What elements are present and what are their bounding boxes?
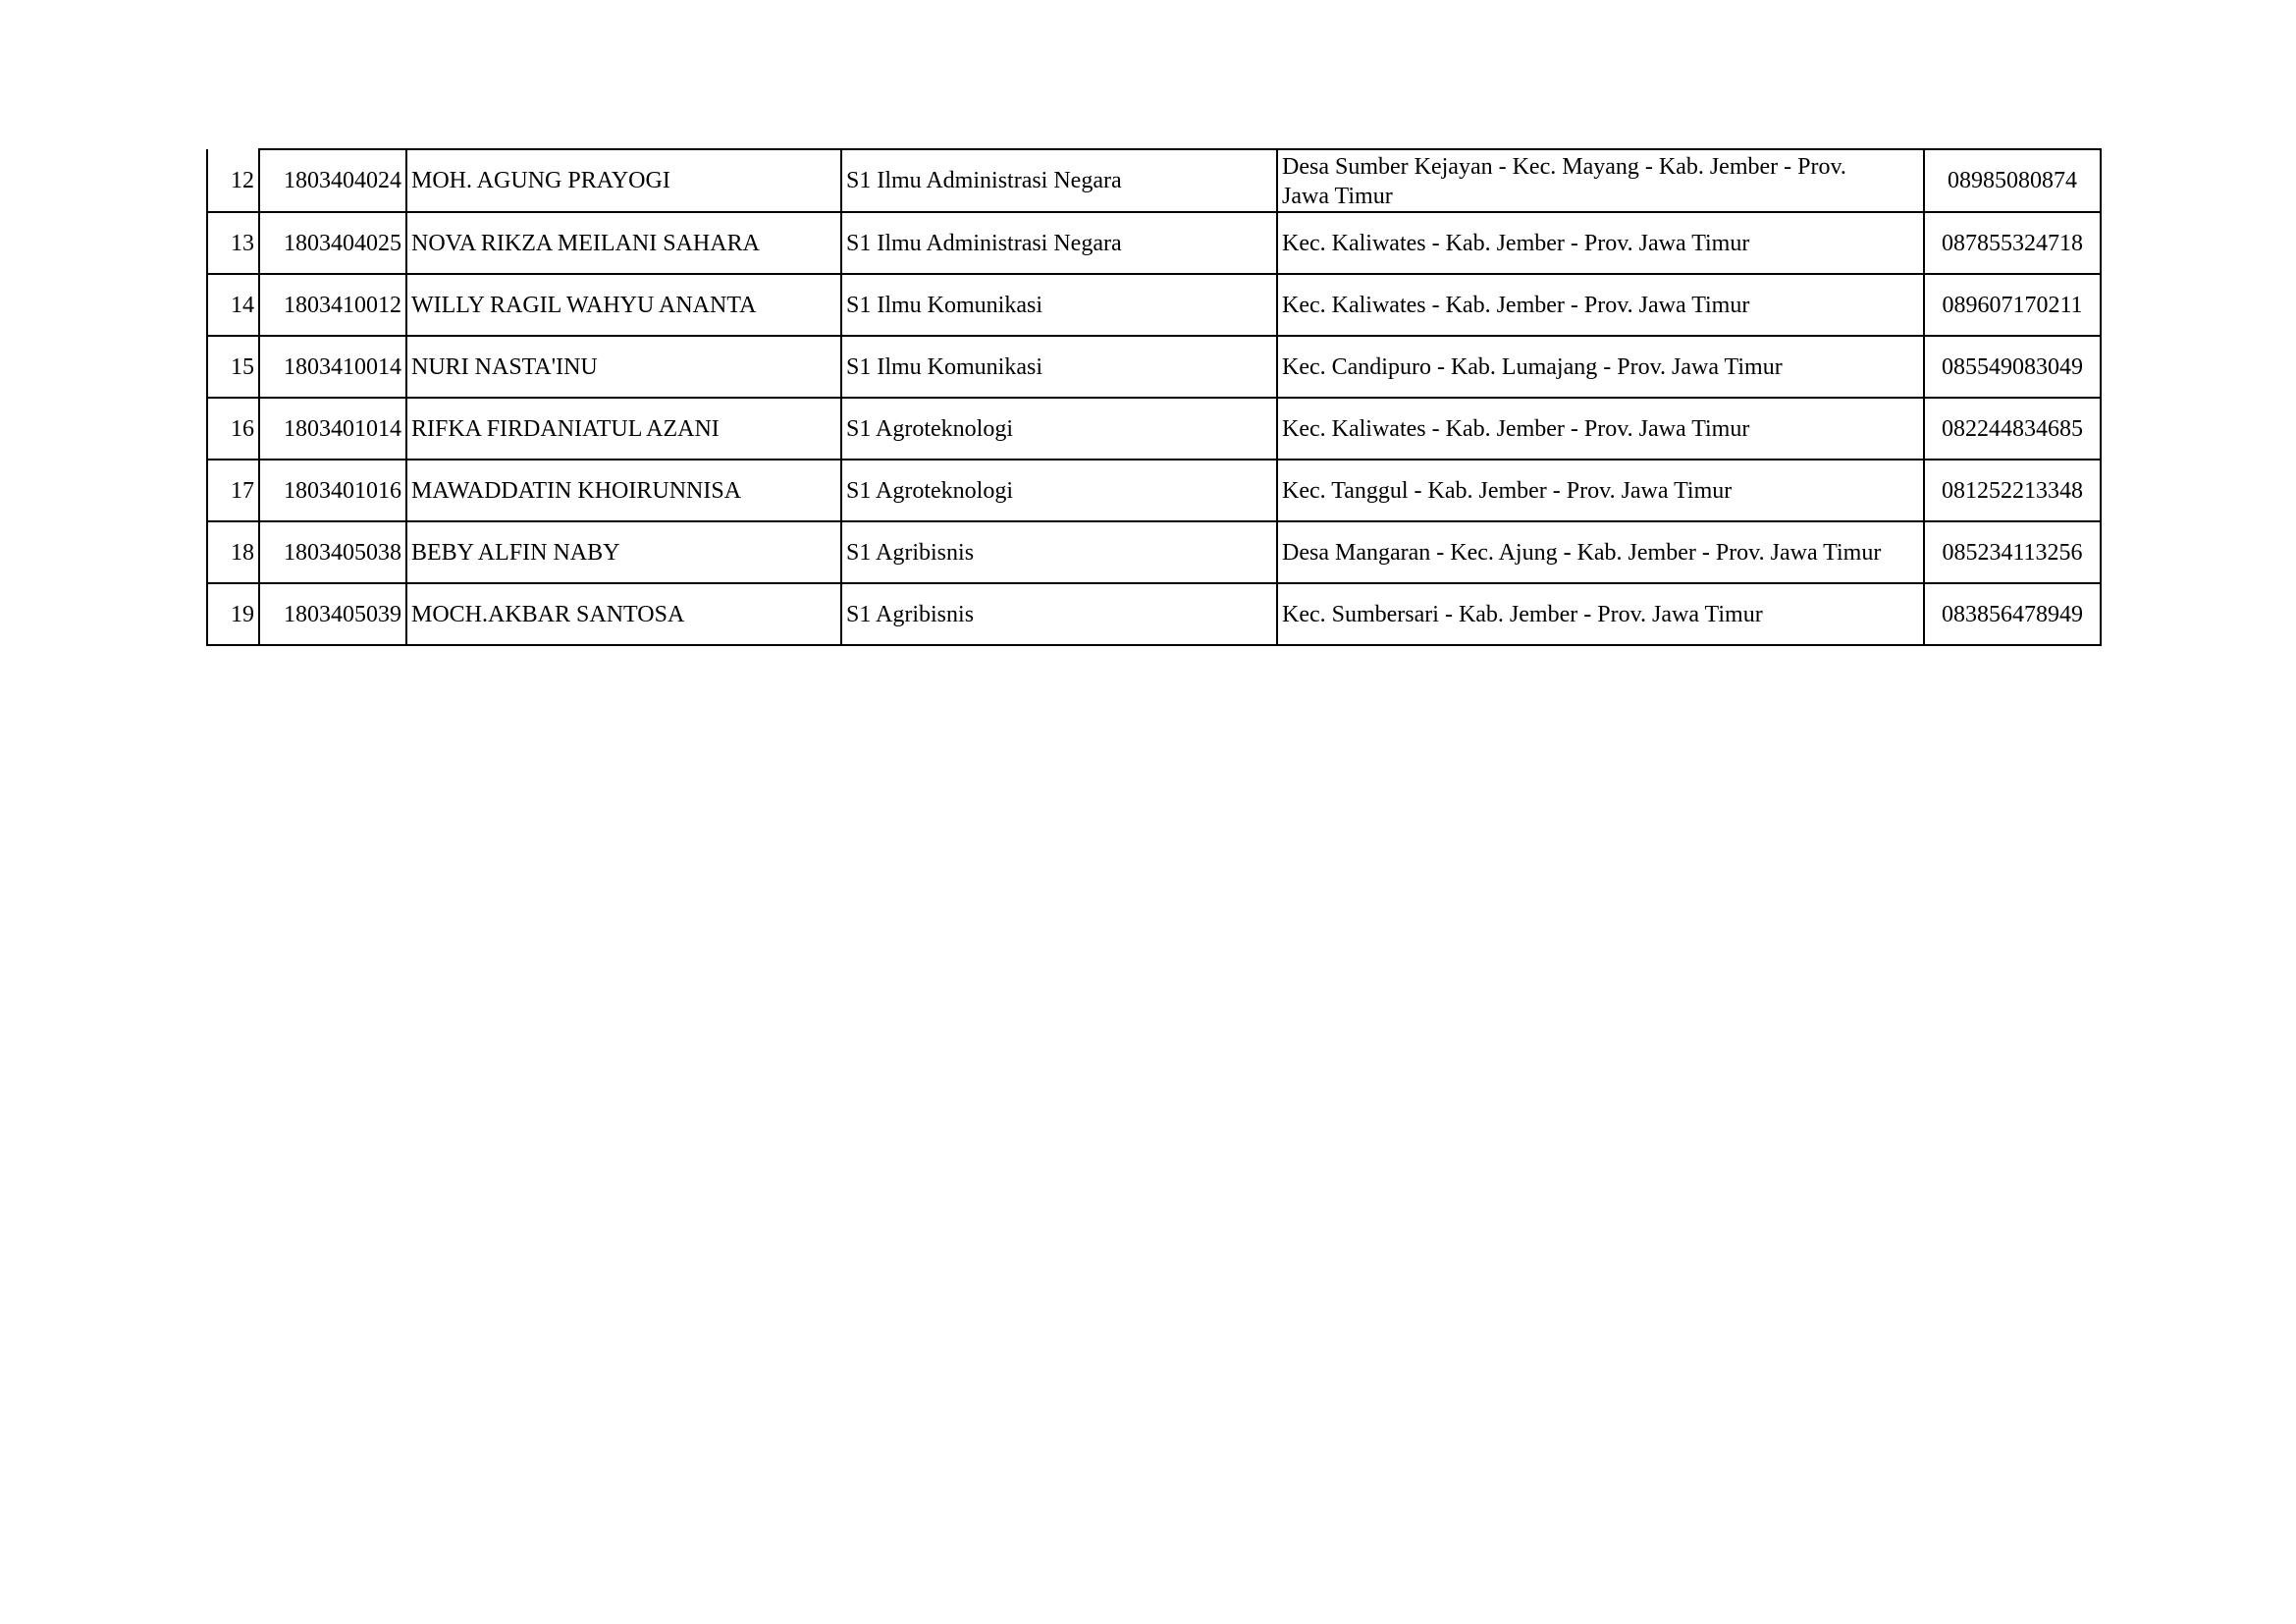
phone-number: 085549083049 [1924, 336, 2101, 398]
address: Kec. Kaliwates - Kab. Jember - Prov. Jawa Timur [1277, 212, 1924, 274]
address-line-1: Desa Sumber Kejayan - Kec. Mayang - Kab. Jember - Prov. [1282, 154, 1846, 180]
student-id: 1803401016 [259, 460, 406, 521]
table-row [207, 398, 2101, 460]
student-id: 1803401014 [259, 398, 406, 460]
table-row [207, 149, 2101, 212]
address: Kec. Sumbersari - Kab. Jember - Prov. Jawa Timur [1277, 583, 1924, 645]
table-row [207, 336, 2101, 398]
study-program: S1 Ilmu Administrasi Negara [841, 212, 1277, 274]
student-name: RIFKA FIRDANIATUL AZANI [406, 398, 841, 460]
row-number: 18 [207, 521, 259, 583]
phone-number: 081252213348 [1924, 460, 2101, 521]
row-number: 16 [207, 398, 259, 460]
student-name: MOH. AGUNG PRAYOGI [406, 149, 841, 212]
student-id: 1803404025 [259, 212, 406, 274]
phone-number: 085234113256 [1924, 521, 2101, 583]
address: Kec. Tanggul - Kab. Jember - Prov. Jawa Timur [1277, 460, 1924, 521]
phone-number: 087855324718 [1924, 212, 2101, 274]
address: Kec. Kaliwates - Kab. Jember - Prov. Jawa Timur [1277, 274, 1924, 336]
table-row [207, 460, 2101, 521]
study-program: S1 Agribisnis [841, 521, 1277, 583]
student-name: NOVA RIKZA MEILANI SAHARA [406, 212, 841, 274]
address [1277, 149, 1924, 212]
row-number: 17 [207, 460, 259, 521]
student-id: 1803410014 [259, 336, 406, 398]
address: Desa Mangaran - Kec. Ajung - Kab. Jember - Prov. Jawa Timur [1277, 521, 1924, 583]
student-id: 1803405038 [259, 521, 406, 583]
address: Kec. Kaliwates - Kab. Jember - Prov. Jawa Timur [1277, 398, 1924, 460]
row-number: 14 [207, 274, 259, 336]
student-name: WILLY RAGIL WAHYU ANANTA [406, 274, 841, 336]
student-name: MAWADDATIN KHOIRUNNISA [406, 460, 841, 521]
phone-number: 082244834685 [1924, 398, 2101, 460]
student-name: MOCH.AKBAR SANTOSA [406, 583, 841, 645]
row-number: 13 [207, 212, 259, 274]
study-program: S1 Ilmu Administrasi Negara [841, 149, 1277, 212]
student-id: 1803410012 [259, 274, 406, 336]
row-number: 19 [207, 583, 259, 645]
row-number: 12 [207, 149, 259, 212]
study-program: S1 Agroteknologi [841, 460, 1277, 521]
student-name: BEBY ALFIN NABY [406, 521, 841, 583]
address-line-2: Jawa Timur [1282, 184, 1393, 209]
student-table [206, 148, 2102, 646]
student-name: NURI NASTA'INU [406, 336, 841, 398]
table-row [207, 274, 2101, 336]
phone-number: 083856478949 [1924, 583, 2101, 645]
address: Kec. Candipuro - Kab. Lumajang - Prov. Jawa Timur [1277, 336, 1924, 398]
study-program: S1 Ilmu Komunikasi [841, 274, 1277, 336]
student-id: 1803405039 [259, 583, 406, 645]
table-row [207, 212, 2101, 274]
phone-number: 08985080874 [1924, 149, 2101, 212]
student-id: 1803404024 [259, 149, 406, 212]
study-program: S1 Agribisnis [841, 583, 1277, 645]
study-program: S1 Agroteknologi [841, 398, 1277, 460]
table-row [207, 521, 2101, 583]
study-program: S1 Ilmu Komunikasi [841, 336, 1277, 398]
phone-number: 089607170211 [1924, 274, 2101, 336]
row-number: 15 [207, 336, 259, 398]
table-row [207, 583, 2101, 645]
